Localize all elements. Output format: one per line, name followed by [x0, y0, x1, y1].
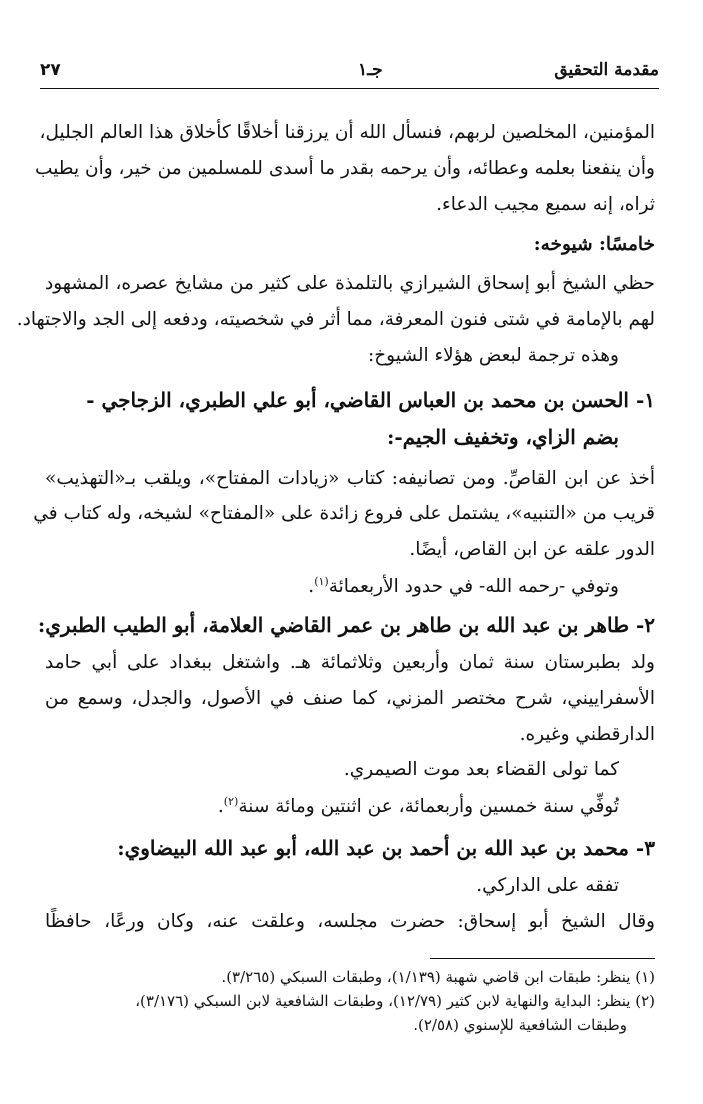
text-line: ثراه، إنه سميع مجيب الدعاء. — [436, 194, 655, 215]
text-line: حظي الشيخ أبو إسحاق الشيرازي بالتلمذة على كثير من مشايخ عصره، المشهود — [45, 273, 655, 294]
text-line: أخذ عن ابن القاصِّ. ومن تصانيفه: كتاب «زيادات المفتاح»، ويلقب بـ«التهذيب» — [45, 468, 655, 489]
text-line: قريب من «التنبيه»، يشتمل على فروع زائدة على «المفتاح» لشيخه، وله كتاب في — [33, 503, 655, 524]
entry-heading: ٣- محمد بن عبد الله بن أحمد بن عبد الله، أبو عبد الله البيضاوي: — [117, 836, 655, 860]
text-line: كما تولى القضاء بعد موت الصيمري. — [343, 759, 619, 780]
text-line: ولد بطبرستان سنة ثمان وأربعين وثلاثمائة هـ. واشتغل ببغداد على أبي حامد — [45, 652, 655, 673]
footnote: (١) ينظر: طبقات ابن قاضي شهبة (١/١٣٩)، وطبقات السبكي (٣/٢٦٥). — [221, 968, 655, 986]
text-line: لهم بالإمامة في شتى فنون المعرفة، مما أثر في شخصيته، ودفعه إلى الجد والاجتهاد. — [16, 309, 655, 330]
text-line: المؤمنين، المخلصين لربهم، فنسأل الله أن يرزقنا أخلاقًا كأخلاق هذا العالم الجليل، — [39, 122, 655, 143]
page-header — [40, 58, 659, 89]
entry-heading: ١- الحسن بن محمد بن العباس القاضي، أبو علي الطبري، الزجاجي - — [86, 388, 655, 412]
entry-heading: ٢- طاهر بن عبد الله بن طاهر بن عمر القاضي العلامة، أبو الطيب الطبري: — [37, 613, 655, 637]
footnote: (٢) ينظر: البداية والنهاية لابن كثير (١٢/٧٩)، وطبقات الشافعية لابن السبكي (٣/١٧٦)، — [135, 992, 655, 1010]
text-line: وتوفي -رحمه الله- في حدود الأربعمائة — [328, 576, 619, 598]
text-line: تفقه على الداركي. — [476, 875, 619, 896]
footnote-ref: (١) — [314, 575, 329, 588]
text-line: وقال الشيخ أبو إسحاق: حضرت مجلسه، وعلقت عنه، وكان ورعًا، حافظًا — [45, 911, 655, 932]
text-line: الدور علقه عن ابن القاص، أيضًا. — [409, 539, 655, 560]
footnote: وطبقات الشافعية للإسنوي (٢/٥٨). — [413, 1016, 627, 1034]
text-line: وتوفي -رحمه الله- في حدود الأربعمائة$^{(١)}$. — [308, 575, 619, 598]
volume-label: جـ١ — [358, 60, 383, 80]
text-line: وهذه ترجمة لبعض هؤلاء الشيوخ: — [368, 345, 619, 366]
text-line: الدارقطني وغيره. — [519, 724, 655, 745]
text-line: وأن ينفعنا بعلمه وعطائه، وأن يرحمه بقدر ما أسدى للمسلمين من خير، وأن يطيب — [35, 158, 655, 179]
footnote-ref: (٢) — [223, 795, 239, 808]
text-line: تُوفِّي سنة خمسين وأربعمائة، عن اثنتين ومائة سنة$^{(٢)}$. — [217, 795, 619, 818]
page-number: ٢٧ — [40, 60, 61, 80]
running-title: مقدمة التحقيق — [554, 60, 659, 80]
text-line: الأسفراييني، شرح مختصر المزني، كما صنف في الأصول، والجدل، وسمع من — [45, 688, 655, 709]
entry-heading: بضم الزاي، وتخفيف الجيم-: — [386, 425, 619, 449]
section-heading: خامسًا: شيوخه: — [533, 234, 655, 255]
footnote-separator — [430, 958, 655, 959]
text-line: تُوفِّي سنة خمسين وأربعمائة، عن اثنتين ومائة سنة — [238, 796, 619, 818]
